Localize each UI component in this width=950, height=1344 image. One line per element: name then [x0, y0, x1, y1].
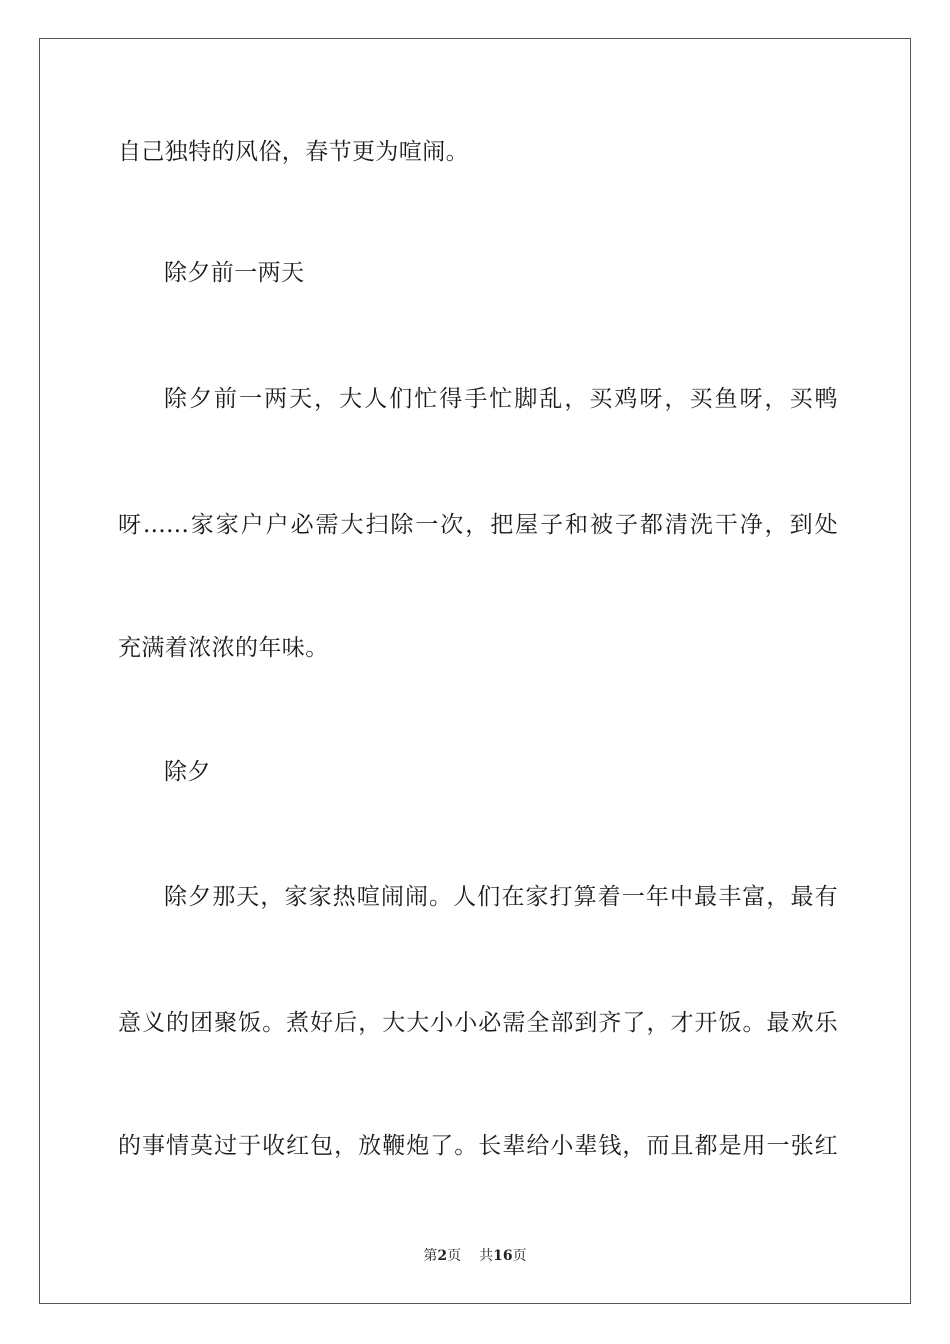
page-number: 2: [437, 1248, 448, 1264]
page-suffix: 页: [447, 1248, 462, 1264]
section-heading: 除夕: [164, 759, 211, 785]
page-border: [39, 38, 911, 1304]
page-prefix: 第: [423, 1248, 438, 1264]
paragraph-line: 充满着浓浓的年味。: [118, 635, 329, 661]
page-footer: [0, 1247, 950, 1265]
paragraph-line: 呀......家家户户必需大扫除一次，把屋子和被子都清洗干净，到处: [118, 512, 838, 538]
total-prefix: 共: [479, 1248, 494, 1264]
paragraph-line: 除夕那天，家家热喧闹闹。人们在家打算着一年中最丰富，最有: [164, 884, 838, 910]
paragraph-line: 除夕前一两天，大人们忙得手忙脚乱，买鸡呀，买鱼呀，买鸭: [164, 386, 838, 412]
paragraph-line: 意义的团聚饭。煮好后，大大小小必需全部到齐了，才开饭。最欢乐: [118, 1010, 838, 1036]
total-pages: 16: [493, 1248, 513, 1264]
paragraph-line: 自己独特的风俗，春节更为喧闹。: [118, 139, 469, 165]
total-suffix: 页: [512, 1248, 527, 1264]
paragraph-line: 的事情莫过于收红包，放鞭炮了。长辈给小辈钱，而且都是用一张红: [118, 1133, 838, 1159]
section-heading: 除夕前一两天: [164, 260, 305, 286]
